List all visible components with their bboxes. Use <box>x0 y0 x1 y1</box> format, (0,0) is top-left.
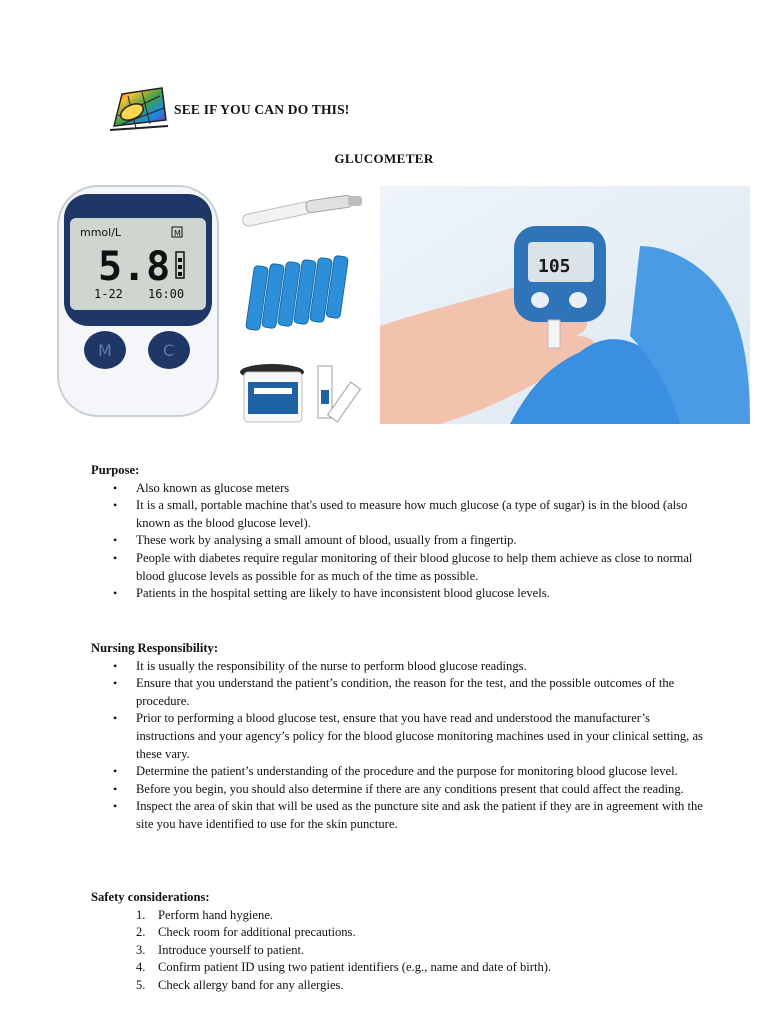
list-item: • Also known as glucose meters <box>91 480 711 498</box>
svg-text:C: C <box>163 341 175 360</box>
list-item: • Before you begin, you should also determine if there are any conditions present that could affect the reading. <box>91 781 711 799</box>
list-item: • Prior to performing a blood glucose test, ensure that you have read and understood the manufacturer’s instructions and your agency’s policy for the blood glucose monitoring machines used in your clinical setting, as these vary. <box>91 710 711 763</box>
nursing-list <box>91 658 711 834</box>
document-title-text: GLUCOMETER <box>334 151 434 166</box>
list-item: • It is a small, portable machine that's used to measure how much glucose (a type of sugar) is in the blood (also known as the blood glucose level). <box>91 497 711 532</box>
safety-list <box>91 907 711 995</box>
list-item <box>91 907 711 925</box>
purpose-list <box>91 480 711 603</box>
list-item <box>91 942 711 960</box>
header-title: SEE IF YOU CAN DO THIS! <box>174 102 350 117</box>
list-item: • People with diabetes require regular monitoring of their blood glucose to help them achieve as close to normal blood glucose levels as possible for as much of the time as possible. <box>91 550 711 585</box>
list-item: • Inspect the area of skin that will be used as the puncture site and ask the patient if they are in agreement with the site you have identified to use for the skin puncture. <box>91 798 711 833</box>
glucose-test-photo <box>380 186 750 424</box>
list-item: • Patients in the hospital setting are likely to have inconsistent blood glucose levels. <box>91 585 711 603</box>
glucometer-product-image <box>50 180 372 430</box>
photo-meter-reading: 105 <box>538 256 571 277</box>
list-item <box>91 959 711 977</box>
list-item <box>91 977 711 995</box>
safety-heading: Safety considerations: <box>91 890 210 904</box>
test-strips <box>318 366 360 422</box>
meter-mem: M <box>174 229 181 238</box>
meter-date: 1-22 <box>94 287 123 301</box>
list-number: 4. <box>136 960 146 975</box>
purpose-section <box>91 462 711 603</box>
list-number: 5. <box>136 977 146 992</box>
page-header <box>108 86 350 134</box>
list-text: Confirm patient ID using two patient identifiers (e.g., name and date of birth). <box>158 960 552 975</box>
document-title <box>0 151 768 167</box>
list-number: 2. <box>136 925 146 940</box>
nursing-heading: Nursing Responsibility: <box>91 641 219 655</box>
list-item: • Determine the patient’s understanding of the procedure and the purpose for monitoring blood glucose level. <box>91 763 711 781</box>
list-number: 1. <box>136 907 146 922</box>
nursing-section <box>91 640 711 834</box>
list-text: Introduce yourself to patient. <box>158 942 305 957</box>
list-item: • These work by analysing a small amount of blood, usually from a fingertip. <box>91 532 711 550</box>
list-number: 3. <box>136 942 146 957</box>
test-strip-vial <box>240 364 304 422</box>
list-text: Perform hand hygiene. <box>158 907 274 922</box>
list-item: • It is usually the responsibility of the nurse to perform blood glucose readings. <box>91 658 711 676</box>
meter-reading: 5.8 <box>98 244 171 290</box>
meter-unit: mmol/L <box>80 226 122 239</box>
list-item: • Ensure that you understand the patient’s condition, the reason for the test, and the possible outcomes of the procedure. <box>91 675 711 710</box>
safety-section <box>91 889 711 995</box>
purpose-heading: Purpose: <box>91 463 140 477</box>
list-item <box>91 924 711 942</box>
clipart-logo-icon <box>108 86 170 134</box>
lancing-device <box>242 195 362 227</box>
list-text: Check room for additional precautions. <box>158 925 356 940</box>
list-text: Check allergy band for any allergies. <box>158 977 344 992</box>
lancets <box>246 255 349 330</box>
meter-time: 16:00 <box>148 287 185 301</box>
svg-text:M: M <box>98 341 112 360</box>
